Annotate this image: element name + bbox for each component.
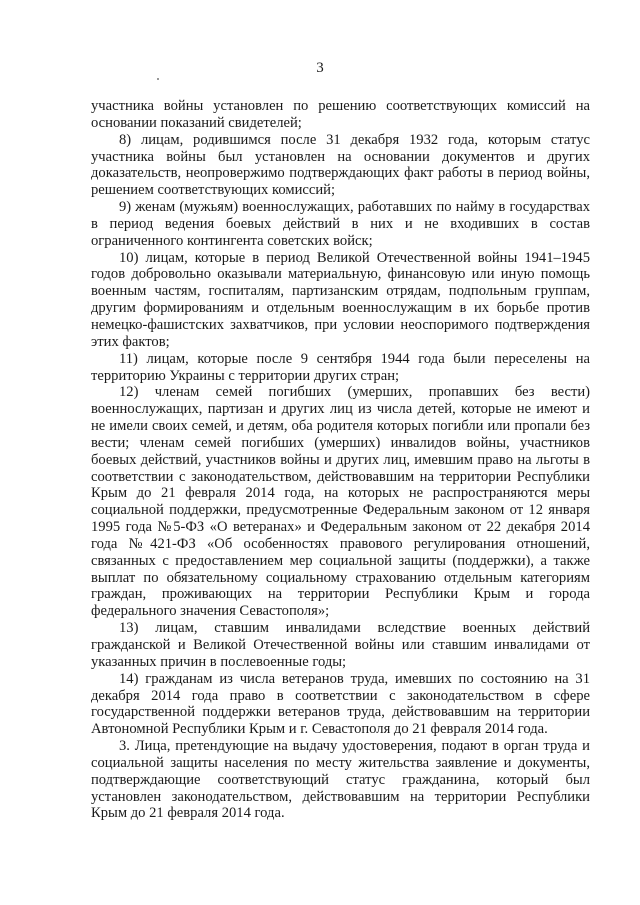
paragraph-item-14: 14) гражданам из числа ветеранов труда, имевших по состоянию на 31 декабря 2014 года право в соответствии с законодательством в сфере государственной поддержки ветеранов труда, действовавшим на территории Автономной Республики Крым и г. Севастополя до 21 февраля 2014 года. [91, 670, 590, 738]
paragraph-item-8: 8) лицам, родившимся после 31 декабря 1932 года, которым статус участника войны был установлен на основании документов и других доказательств, неопровержимо подтверждающих факт работы в период войны, решением соответствующих комиссий; [91, 131, 590, 199]
paragraph-item-10: 10) лицам, которые в период Великой Отечественной войны 1941–1945 годов добровольно оказывали материальную, финансовую или иную помощь военным частям, госпиталям, партизанским отрядам, подпольным группам, другим формированиям и отдельным военнослужащим в их борьбе против немецко-фашистских захватчиков, при условии неоспоримого подтверждения этих фактов; [91, 249, 590, 350]
document-body [91, 98, 590, 822]
scan-speck [157, 78, 159, 80]
paragraph-continuation: участника войны установлен по решению соответствующих комиссий на основании показаний свидетелей; [91, 98, 590, 131]
page-number: 3 [316, 60, 324, 76]
paragraph-item-12: 12) членам семей погибших (умерших, пропавших без вести) военнослужащих, партизан и других лиц из числа детей, которые не имеют и не имели своих семей, и детям, оба родителя которых погибли или пропали без вести; членам семей погибших (умерших) инвалидов войны, участников боевых действий, участников войны и других лиц, имевшим право на льготы в соответствии с законодательством, действовавшим на территории Республики Крым до 21 февраля 2014 года, на которых не распространяются меры социальной поддержки, предусмотренные Федеральным законом от 12 января 1995 года №5-ФЗ «О ветеранах» и Федеральным законом от 22 декабря 2014 года №421-ФЗ «Об особенностях правового регулирования отношений, связанных с предоставлением мер социальной защиты (поддержки), а также выплат по обязательному социальному страхованию отдельным категориям граждан, проживающих на территории Республики Крым и города федерального значения Севастополя»; [91, 384, 590, 620]
paragraph-item-11: 11) лицам, которые после 9 сентября 1944 года были переселены на территорию Украины с территории других стран; [91, 350, 590, 384]
paragraph-section-3: 3. Лица, претендующие на выдачу удостоверения, подают в орган труда и социальной защиты населения по месту жительства заявление и документы, подтверждающие соответствующий статус гражданина, который был установлен законодательством, действовавшим на территории Республики Крым до 21 февраля 2014 года. [91, 738, 590, 822]
paragraph-item-9: 9) женам (мужьям) военнослужащих, работавших по найму в государствах в период ведения боевых действий в них и не входивших в состав ограниченного контингента советских войск; [91, 199, 590, 249]
paragraph-item-13: 13) лицам, ставшим инвалидами вследствие военных действий гражданской и Великой Отечественной войны или ставшим инвалидами от указанных причин в послевоенные годы; [91, 620, 590, 670]
